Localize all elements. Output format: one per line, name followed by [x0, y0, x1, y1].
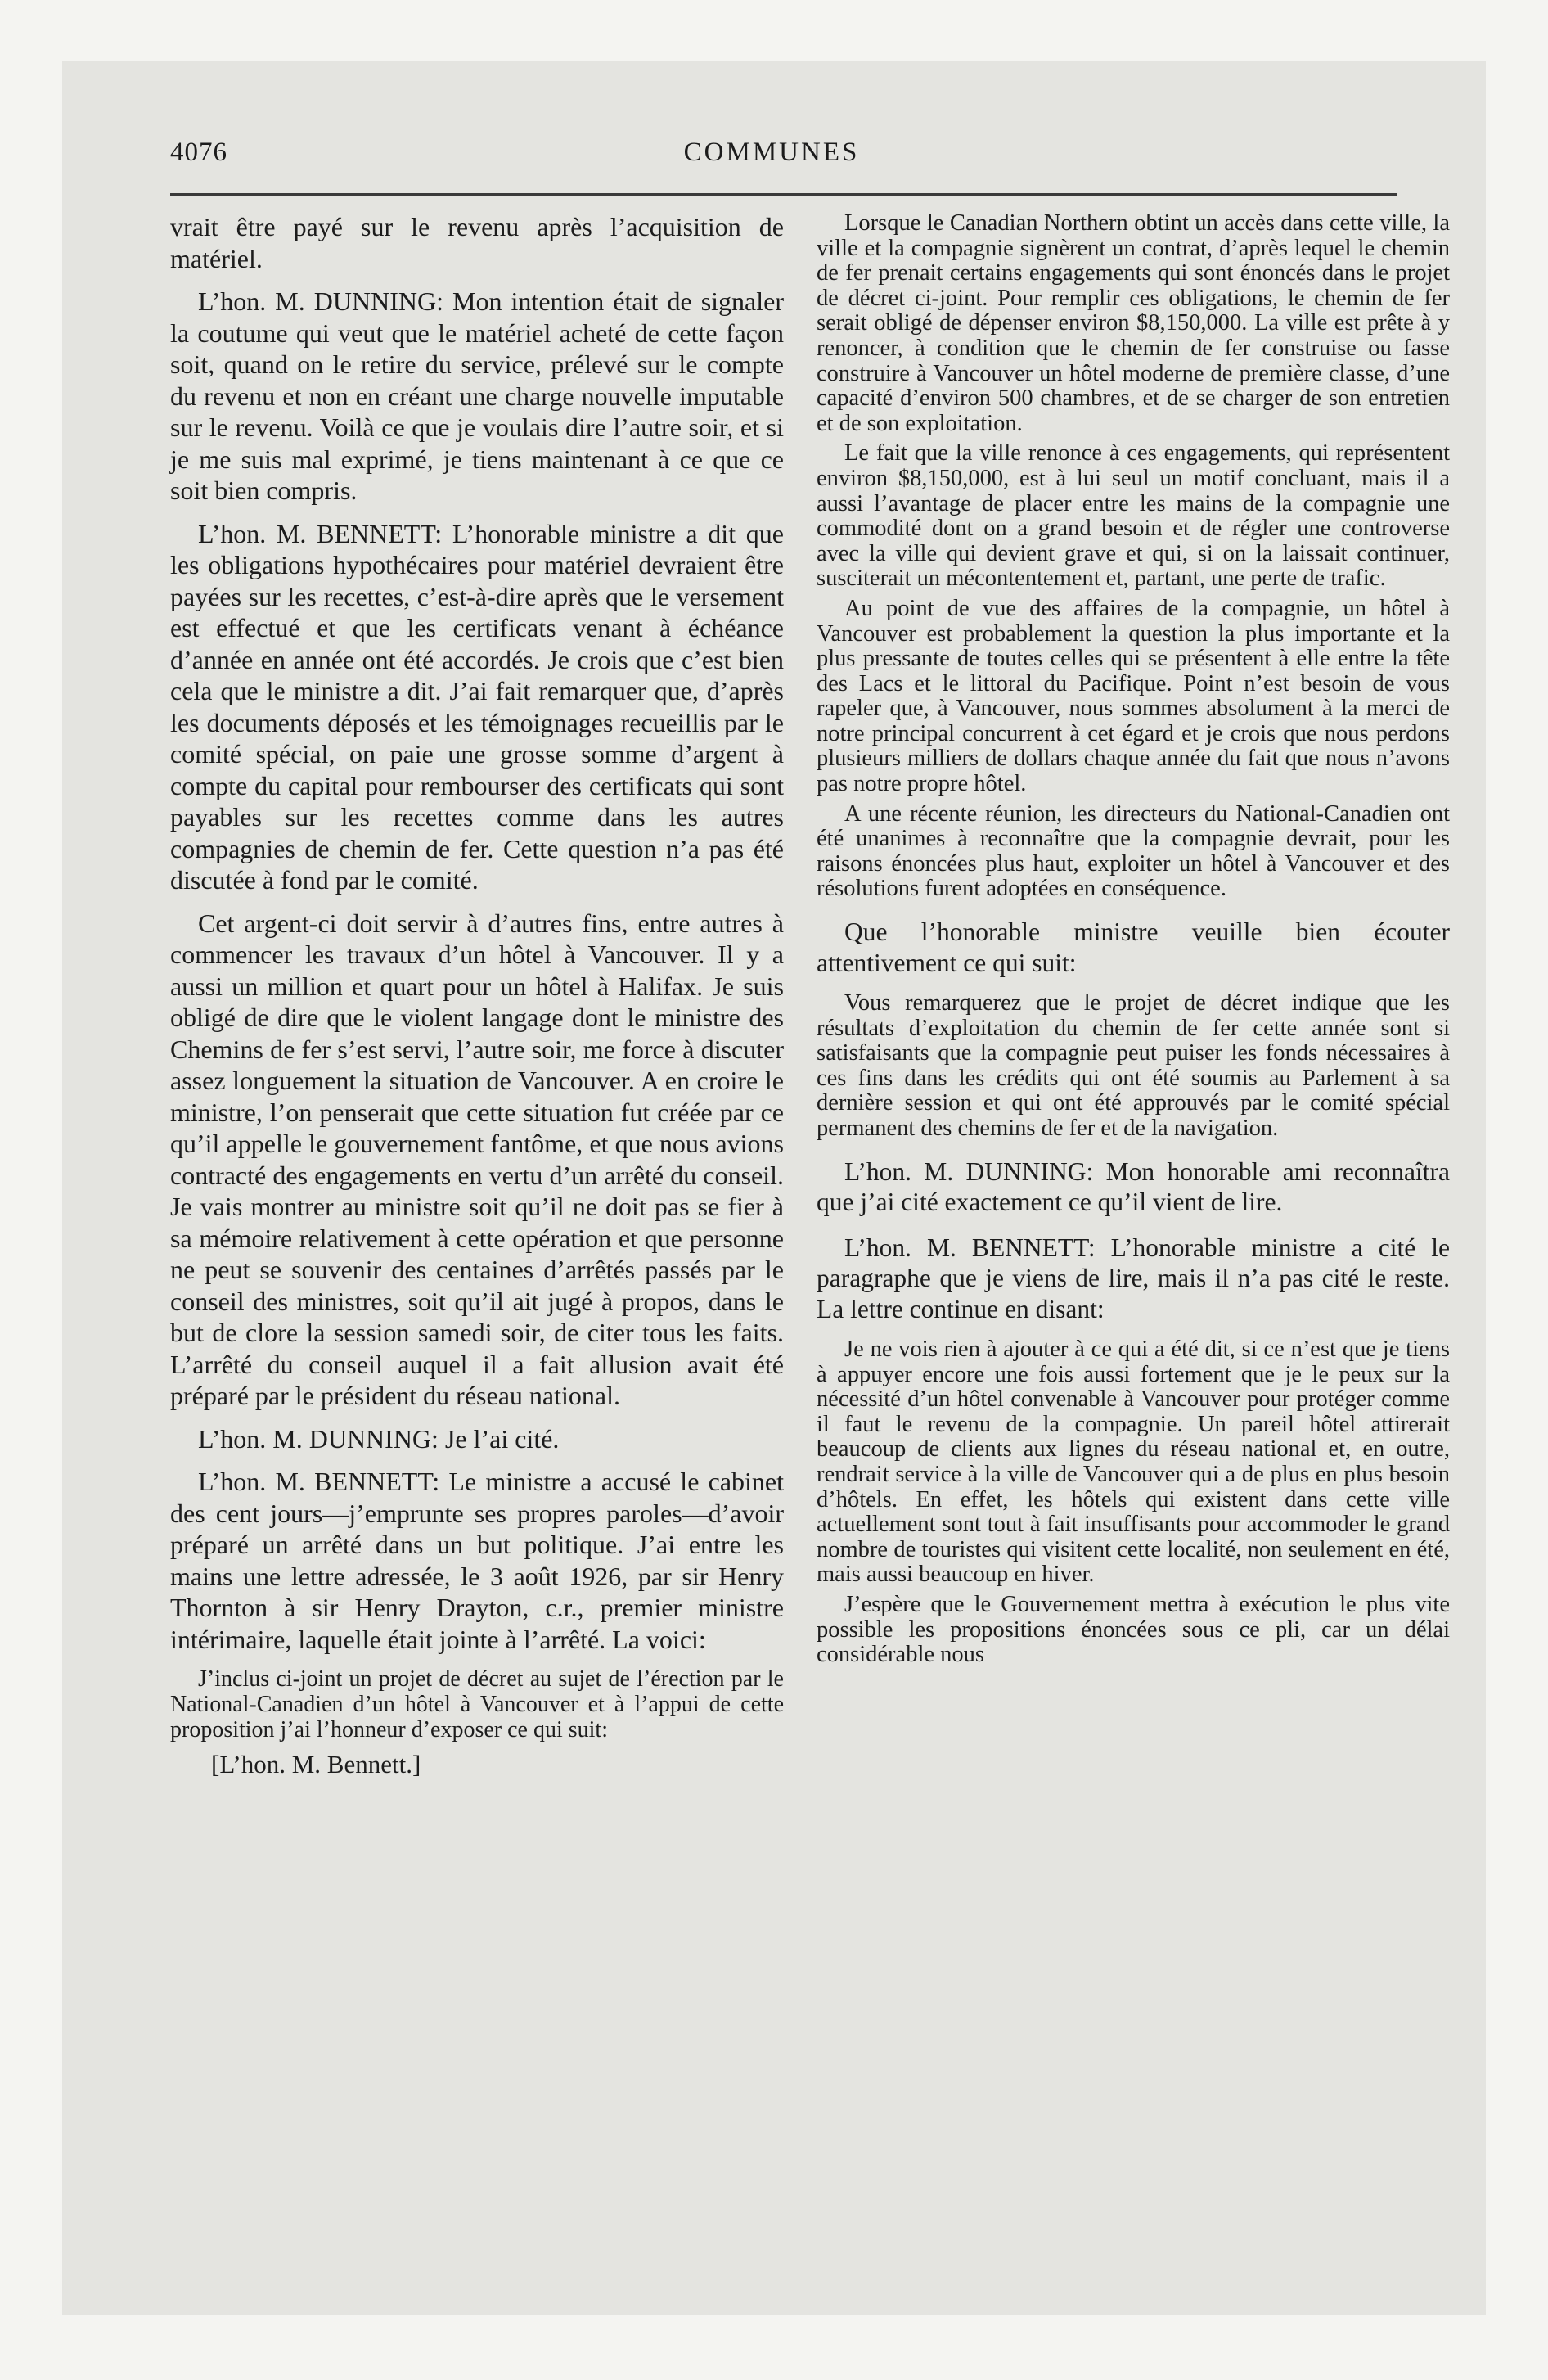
right-column — [817, 211, 1450, 1673]
header-rule — [170, 193, 1397, 196]
paragraph: L’hon. M. DUNNING: Je l’ai cité. — [198, 1423, 560, 1454]
page-number: 4076 — [170, 137, 227, 167]
paragraph: Que l’honorable ministre veuille bien écouter attentivement ce qui suit: — [817, 917, 1450, 977]
quoted-letter-paragraph: Je ne vois rien à ajouter à ce qui a été dit, si ce n’est que je tiens à appuyer encore une fois aussi fortement que je le peux sur la nécessité d’un hôtel convenable à Vancouver pour protéger comme il faut le revenu de la compagnie. Un pareil hôtel attirerait beaucoup de clients aux lignes du réseau national et, en outre, rendrait service à la ville de Vancouver qui a de plus en plus besoin d’hôtels. En effet, les hôtels qui existent dans cette ville actuellement sont tout à fait insuffisants pour accommoder le grand nombre de touristes qui visitent cette localité, non seulement en été, mais aussi beaucoup en hiver. — [817, 1336, 1450, 1588]
paragraph: Cet argent-ci doit servir à d’autres fins, entre autres à commencer les travaux d’un hôtel à Vancouver. Il y a aussi un million et quart pour un hôtel à Halifax. Je suis obligé de dire que le violent langage dont le ministre des Chemins de fer s’est servi, l’autre soir, me force à discuter assez longuement la situation de Vancouver. A en croire le ministre, l’on penserait que cette situation fut créée par ce qu’il appelle le gouvernement fantôme, et que nous avions contracté des engagements en vertu d’un arrêté du conseil. Je vais montrer au ministre soit qu’il ne doit pas se fier à sa mémoire relativement à cette opération et que personne ne peut se souvenir des centaines d’arrêtés passés par le conseil des ministres, soit qu’il ait jugé à propos, dans le but de clore la session samedi soir, de citer tous les faits. L’arrêté du conseil auquel il a fait allusion avait été préparé par le président du réseau national. — [170, 908, 784, 1410]
quoted-letter-paragraph: Vous remarquerez que le projet de décret indique que les résultats d’exploitation du chemin de fer cette année sont si satisfaisants que la compagnie peut puiser les fonds nécessaires à ces fins dans les crédits qui ont été soumis au Parlement à sa dernière session et qui ont été approuvés par le comité spécial permanent des chemins de fer et de la navigation. — [817, 990, 1450, 1141]
paragraph: L’hon. M. BENNETT: L’honorable ministre a dit que les obligations hypothécaires pour matériel devraient être payées sur les recettes, c’est-à-dire après que le versement est effectué et que les certificats venant à échéance d’année en année ont été accordés. Je crois que c’est bien cela que le ministre a dit. J’ai fait remarquer que, d’après les documents déposés et les témoignages recueillis par le comité spécial, on paie une grosse somme d’argent à compte du capital pour rembourser des certificats qui sont payables sur les recettes comme dans les autres compagnies de chemin de fer. Cette question n’a pas été discutée à fond par le comité. — [170, 518, 784, 895]
speaker-attribution: [L’hon. M. Bennett.] — [211, 1750, 421, 1778]
quoted-letter: J’inclus ci-joint un projet de décret au sujet de l’érection par le National-Canadien d’un hôtel à Vancouver et à l’appui de cette proposition j’ai l’honneur d’exposer ce qui suit: — [170, 1666, 784, 1742]
quoted-letter-paragraph: J’espère que le Gouvernement mettra à exécution le plus vite possible les propositions énoncées sous ce pli, car un délai considérable nous — [817, 1592, 1450, 1668]
quoted-letter-paragraph: A une récente réunion, les directeurs du National-Canadien ont été unanimes à reconnaître que la compagnie devrait, pour les raisons énoncées plus haut, exploiter un hôtel à Vancouver et des résolutions furent adoptées en conséquence. — [817, 800, 1450, 902]
page-header — [170, 137, 1373, 178]
paragraph: vrait être payé sur le revenu après l’acquisition de matériel. — [170, 212, 784, 273]
paragraph: L’hon. M. DUNNING: Mon honorable ami reconnaîtra que j’ai cité exactement ce qu’il vient de lire. — [817, 1156, 1450, 1217]
paragraph: L’hon. M. DUNNING: Mon intention était de signaler la coutume qui veut que le matériel acheté de cette façon soit, quand on le retire du service, prélevé sur le compte du revenu et non en créant une charge nouvelle imputable sur le revenu. Voilà ce que je voulais dire l’autre soir, et si je me suis mal exprimé, je tiens maintenant à ce que ce soit bien compris. — [170, 286, 784, 505]
running-head: COMMUNES — [683, 137, 860, 167]
quoted-letter-paragraph: Le fait que la ville renonce à ces engagements, qui représentent environ $8,150,000, est à lui seul un motif concluant, mais il a aussi l’avantage de placer entre les mains de la compagnie une commodité dont on a grand besoin et de régler une controverse avec la ville qui devient grave et qui, si on la laissait continuer, susciterait un mécontentement et, partant, une perte de trafic. — [817, 440, 1450, 592]
left-column — [170, 211, 784, 1780]
paragraph: L’hon. M. BENNETT: L’honorable ministre a cité le paragraphe que je viens de lire, mais il n’a pas cité le reste. La lettre continue en disant: — [817, 1233, 1450, 1323]
quoted-letter-paragraph: Au point de vue des affaires de la compagnie, un hôtel à Vancouver est probablement la question la plus importante et la plus pressante de toutes celles qui se présentent à elle entre la tête des Lacs et le littoral du Pacifique. Point n’est besoin de vous rapeler que, à Vancouver, nous sommes absolument à la merci de notre principal concurrent à cet égard et je crois que nous perdons plusieurs milliers de dollars chaque année du fait que nous n’avons pas notre propre hôtel. — [817, 595, 1450, 797]
paragraph: L’hon. M. BENNETT: Le ministre a accusé le cabinet des cent jours—j’emprunte ses propres paroles—d’avoir préparé un arrêté dans un but politique. J’ai entre les mains une lettre adressée, le 3 août 1926, par sir Henry Thornton à sir Henry Drayton, c.r., premier ministre intérimaire, laquelle était jointe à l’arrêté. La voici: — [170, 1467, 784, 1654]
quoted-letter-paragraph: Lorsque le Canadian Northern obtint un accès dans cette ville, la ville et la compagnie signèrent un contrat, d’après lequel le chemin de fer prenait certains engagements qui sont énoncés dans le projet de décret ci-joint. Pour remplir ces obligations, le chemin de fer serait obligé de dépenser environ $8,150,000. La ville est prête à y renoncer, à condition que le chemin de fer construise ou fasse construire à Vancouver un hôtel moderne de première classe, d’une capacité d’environ 500 chambres, et de se charger de son entretien et de son exploitation. — [817, 210, 1450, 436]
